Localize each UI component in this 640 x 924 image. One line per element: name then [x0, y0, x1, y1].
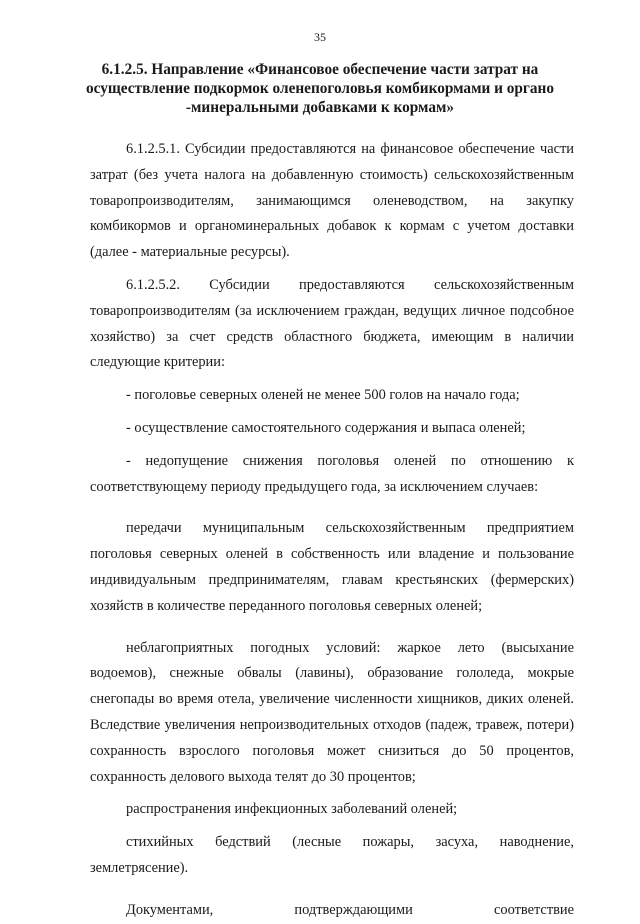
- exception-disease: распространения инфекционных заболеваний оленей;: [126, 801, 458, 818]
- exception-disasters: стихийных бедствий (лесные пожары, засуха, наводнение, землетрясение).: [90, 834, 574, 876]
- document-body: [90, 137, 574, 924]
- criterion-no-decline: - недопущение снижения поголовья оленей по отношению к соответствующему периоду предыдущего года, за исключением случаев:: [90, 452, 574, 495]
- paragraph-6-1-2-5-1: 6.1.2.5.1. Субсидии предоставляются на финансовое обеспечение части затрат (без учета налога на добавленную стоимость) сельскохозяйственным товаропроизводителям, занимающимся оленеводством, на закупку комбикормов и органоминеральных добавок к кормам с учетом доставки (далее - материальные ресурсы).: [90, 141, 574, 261]
- exception-transfer: передачи муниципальным сельскохозяйственным предприятием поголовья северных оленей в собственность или владение и пользование индивидуальным предпринимателям, главам крестьянских (фермерских) хозяйств в количестве переданного поголовья северных оленей;: [90, 520, 574, 614]
- page-number: 35: [314, 30, 326, 44]
- criterion-own-herding: - осуществление самостоятельного содержания и выпаса оленей;: [126, 419, 526, 436]
- exception-weather: неблагоприятных погодных условий: жаркое лето (высыхание водоемов), снежные обвалы (лавины), образование гололеда, мокрые снегопады во время отела, увеличение численности хищников, диких оленей. Вследствие увеличения непроизводительных отходов (падеж, травеж, потери) сохранность взрослого поголовья может снизиться до 50 процентов, сохранность делового выхода телят до 30 процентов;: [90, 639, 574, 785]
- section-heading: 6.1.2.5. Направление «Финансовое обеспечение части затрат на осуществление подкормок оленепоголовья комбикормами и органо -минеральными добавками к кормам»: [85, 61, 554, 116]
- paragraph-documents: Документами, подтверждающими соответствие: [126, 901, 574, 918]
- criterion-herd-size: - поголовье северных оленей не менее 500 голов на начало года;: [126, 387, 520, 404]
- paragraph-6-1-2-5-2: 6.1.2.5.2. Субсидии предоставляются сельскохозяйственным товаропроизводителям (за исключением граждан, ведущих личное подсобное хозяйство) за счет средств областного бюджета, имеющим в наличии следующие критерии:: [90, 276, 574, 371]
